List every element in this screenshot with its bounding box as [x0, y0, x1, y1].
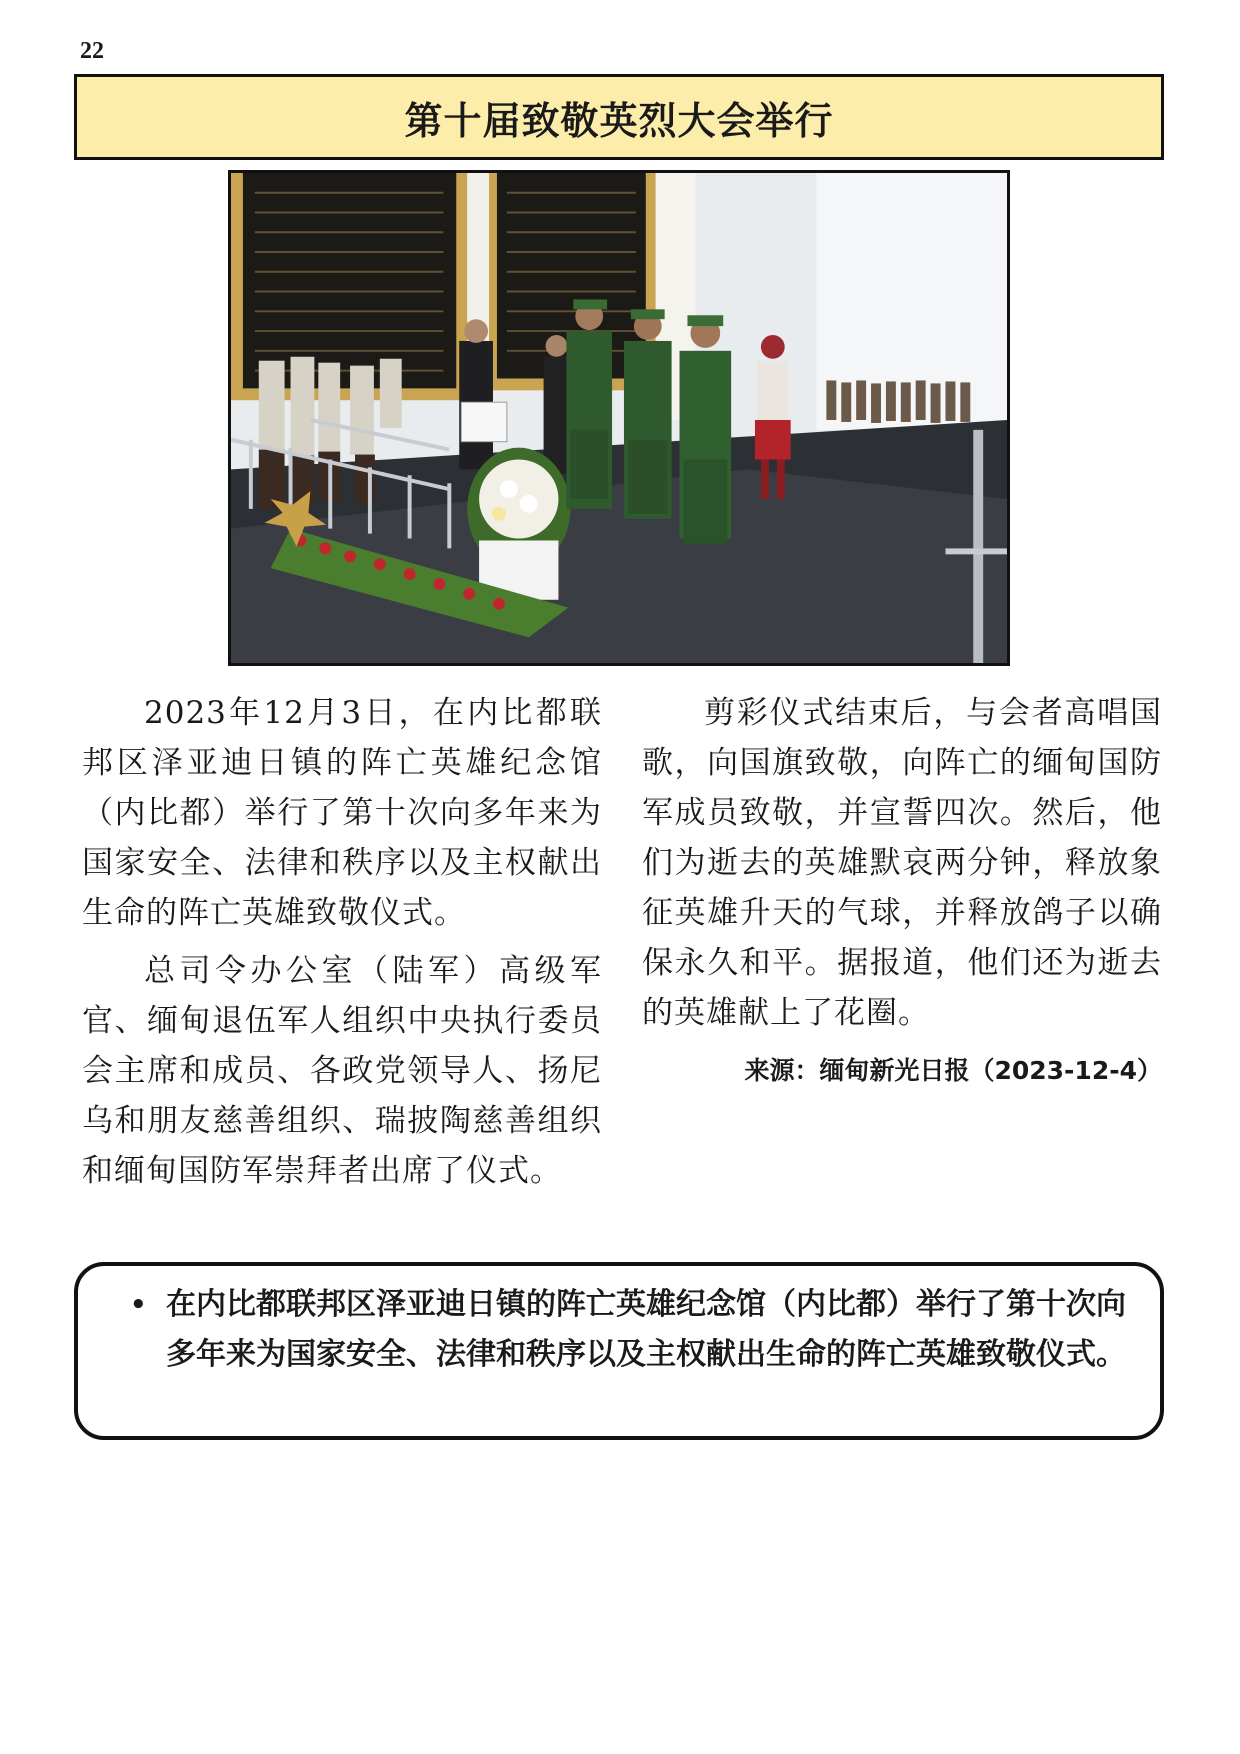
ceremony-photo	[228, 170, 1010, 666]
article-paragraph: 总司令办公室（陆军）高级军官、缅甸退伍军人组织中央执行委员会主席和成员、各政党领导人、扬尼乌和朋友慈善组织、瑞披陶慈善组织和缅甸国防军崇拜者出席了仪式。	[82, 953, 602, 1189]
summary-item: • 在内比都联邦区泽亚迪日镇的阵亡英雄纪念馆（内比都）举行了第十次向多年来为国家安全、法律和秩序以及主权献出生命的阵亡英雄致敬仪式。	[136, 1280, 1140, 1380]
summary-list	[122, 1280, 1140, 1380]
ceremony-photo-illustration	[231, 173, 1007, 663]
page-number: 22	[80, 38, 104, 64]
article-paragraph: 2023年12月3日，在内比都联邦区泽亚迪日镇的阵亡英雄纪念馆（内比都）举行了第十次向多年来为国家安全、法律和秩序以及主权献出生命的阵亡英雄致敬仪式。	[82, 695, 602, 931]
article-right-column	[642, 688, 1162, 1096]
title-banner	[74, 74, 1164, 160]
page-title: 第十届致敬英烈大会举行	[404, 98, 834, 143]
article-source: 来源：缅甸新光日报（2023-12-4）	[744, 1056, 1162, 1085]
article-paragraph: 剪彩仪式结束后，与会者高唱国歌，向国旗致敬，向阵亡的缅甸国防军成员致敬，并宣誓四次。然后，他们为逝去的英雄默哀两分钟，释放象征英雄升天的气球，并释放鸽子以确保永久和平。据报道，他们还为逝去的英雄献上了花圈。	[642, 695, 1162, 1031]
article-left-column	[82, 688, 602, 1204]
summary-box	[74, 1262, 1164, 1440]
